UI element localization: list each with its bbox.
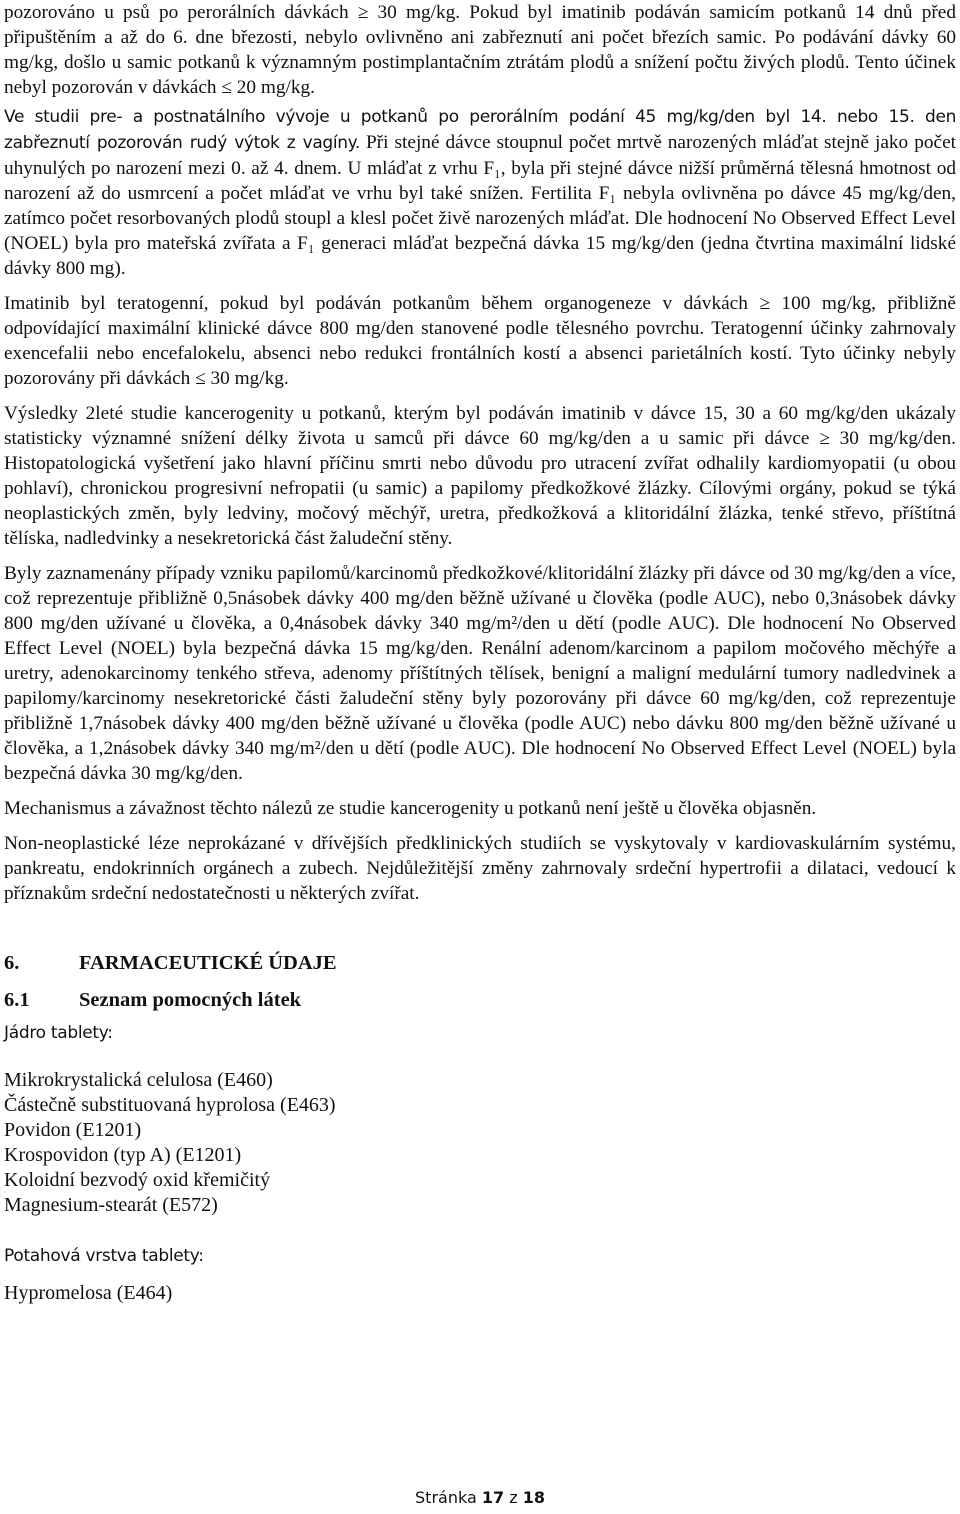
paragraph-prenatal-study (4, 104, 956, 281)
list-item: Povidon (E1201) (4, 1119, 142, 1141)
coating-excipients-list (4, 1281, 956, 1306)
prenatal-study-details: Při stejné dávce stoupnul počet mrtvě narozených mláďat stejně jako počet uhynulých po narození mezi 0. až 4. dnem. U mláďat z vrhu F₁, byla při stejné dávce nižší průměrná tělesná hmotnost od narození až do usmrcení a počet mláďat ve vrhu byl také snížen. Fertilita F₁ nebyla ovlivněna po dávce 45 mg/kg/den, zatímco počet resorbovaných plodů stoupl a klesl počet živě narozených mláďat. Dle hodnocení No Observed Effect Level (NOEL) byla pro mateřská zvířata a F₁ generaci mláďat bezpečná dávka 15 mg/kg/den (jedna čtvrtina maximální lidské dávky 800 mg). (4, 132, 956, 279)
list-item: Hypromelosa (E464) (4, 1282, 173, 1304)
core-label: Jádro tablety: (4, 1023, 113, 1043)
list-item: Krospovidon (typ A) (E1201) (4, 1144, 242, 1166)
section-heading-6 (4, 950, 956, 976)
paragraph-papilloma-findings: Byly zaznamenány případy vzniku papilomů/karcinomů předkožkové/klitoridální žlázky při dávce od 30 mg/kg/den a více, což reprezentuje přibližně 0,5násobek dávky 400 mg/den běžně užívané u člověka (podle AUC), nebo 0,3násobek dávky 800 mg/den užívané u člověka, a 0,4násobek dávky 340 mg/m²/den u dětí (podle AUC). Dle hodnocení No Observed Effect Level (NOEL) byla bezpečná dávka 15 mg/kg/den. Renální adenom/karcinom a papilom močového měchýře a uretry, adenokarcinomy tenkého střeva, adenomy příštítných tělísek, benigní a maligní medulární tumory nadledvinek a papilomy/karcinomy nesekretorické části žaludeční stěny byly pozorovány při dávce 60 mg/kg/den, což reprezentuje přibližně 1,7násobek dávky 400 mg/den běžně užívané u člověka (podle AUC) nebo dávku 800 mg/den běžně užívané u člověka, a 1,2násobek dávky 340 mg/m²/den u dětí (podle AUC). Dle hodnocení No Observed Effect Level (NOEL) byla bezpečná dávka 30 mg/kg/den. (4, 563, 956, 784)
footer-total-pages: 18 (522, 1488, 545, 1507)
section-heading-6-1 (4, 987, 956, 1013)
paragraph-mechanism: Mechanismus a závažnost těchto nálezů ze studie kancerogenity u potkanů není ještě u člověka objasněn. (4, 798, 817, 819)
paragraph-teratogenicity: Imatinib byl teratogenní, pokud byl podáván potkanům během organogeneze v dávkách ≥ 100 mg/kg, přibližně odpovídající maximální klinické dávce 800 mg/den stanovené podle tělesného povrchu. Teratogenní účinky zahrnovaly exencefalii nebo encefalokelu, absenci nebo redukci frontálních kostí a absenci parietálních kostí. Tyto účinky nebyly pozorovány při dávkách ≤ 30 mg/kg. (4, 293, 956, 389)
section-title: Seznam pomocných látek (79, 989, 302, 1011)
paragraph-fertility-text: pozorováno u psů po perorálních dávkách ≥ 30 mg/kg. Pokud byl imatinib podáván samicím potkanů 14 dnů před připuštěním a až do 6. dne březosti, nebylo ovlivněno ani zabřeznutí ani počet březích samic. Po podávání dávky 60 mg/kg, došlo u samic potkanů k významným postimplantačním ztrátám plodů a snížení počtu živých plodů. Tento účinek nebyl pozorován v dávkách ≤ 20 mg/kg. (4, 2, 956, 98)
list-item: Mikrokrystalická celulosa (E460) (4, 1069, 273, 1091)
list-item: Částečně substituovaná hyprolosa (E463) (4, 1094, 336, 1116)
section-number: 6.1 (4, 989, 30, 1011)
footer-separator: z (509, 1488, 518, 1507)
list-item: Magnesium-stearát (E572) (4, 1194, 218, 1216)
core-excipients-list (4, 1068, 956, 1218)
prenatal-study-intro: Ve studii pre- a postnatálního vývoje u potkanů po perorálním podání 45 mg/kg/den byl 14. nebo 15. den zabřeznutí pozorován rudý výtok z vagíny. (4, 107, 956, 153)
paragraph-non-neoplastic: Non-neoplastické léze neprokázané v dřívějších předklinických studiích se vyskytovaly v kardiovaskulárním systému, pankreatu, endokrinních orgánech a zubech. Nejdůležitější změny zahrnovaly srdeční hypertrofii a dilataci, vedoucí k příznakům srdeční nedostatečnosti u některých zvířat. (4, 833, 956, 904)
section-title: FARMACEUTICKÉ ÚDAJE (79, 952, 337, 974)
paragraph-carcinogenicity-study: Výsledky 2leté studie kancerogenity u potkanů, kterým byl podáván imatinib v dávce 15, 30 a 60 mg/kg/den ukázaly statisticky významné snížení délky života u samců při dávce 60 mg/kg/den a u samic při dávce ≥ 30 mg/kg/den. Histopatologická vyšetření jako hlavní příčinu smrti nebo důvodu pro utracení zvířat odhalily kardiomyopatii (u obou pohlaví), chronickou progresivní nefropatii (u samic) a papilomy předkožkové žlázky. Cílovými orgány, pokud se týká neoplastických změn, byly ledviny, močový měchýř, uretra, předkožková a klitoridální žlázka, tenké střevo, příštítná tělíska, nadledvinky a nesekretorická část žaludeční stěny. (4, 403, 956, 549)
footer-prefix: Stránka (415, 1488, 477, 1507)
coating-label: Potahová vrstva tablety: (4, 1246, 204, 1266)
page-footer (0, 1488, 960, 1507)
list-item: Koloidní bezvodý oxid křemičitý (4, 1169, 271, 1191)
section-number: 6. (4, 952, 20, 974)
footer-page-number: 17 (481, 1488, 505, 1507)
